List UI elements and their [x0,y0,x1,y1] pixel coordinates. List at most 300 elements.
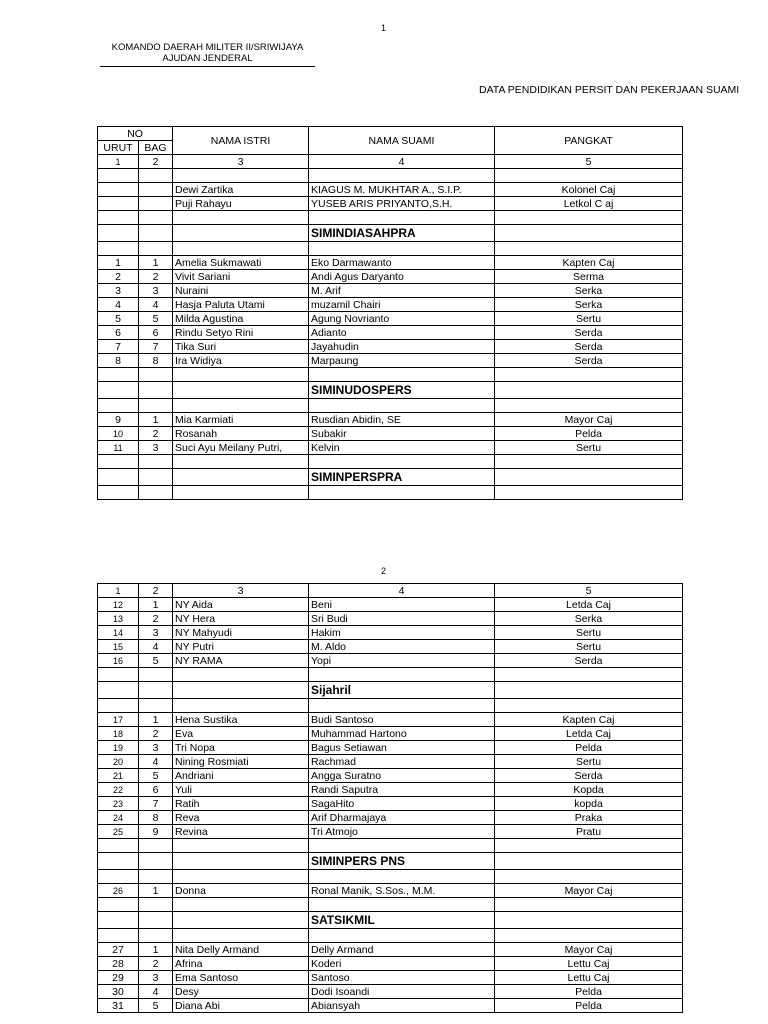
col-number: 3 [173,155,309,169]
empty-cell [495,242,683,256]
cell-urut: 9 [98,413,139,427]
page-number: 2 [381,566,387,576]
cell-nama-istri: Ira Widiya [173,354,309,368]
cell-urut: 8 [98,354,139,368]
col-number: 2 [139,584,173,598]
cell-nama-istri: Hasja Paluta Utami [173,298,309,312]
cell-urut: 15 [98,640,139,654]
col-number: 5 [495,155,683,169]
cell-nama-istri: Ema Santoso [173,971,309,985]
table-row [98,783,683,797]
cell-pangkat: Mayor Caj [495,884,683,898]
cell-pangkat: Letda Caj [495,598,683,612]
cell-urut: 4 [98,298,139,312]
empty-cell [139,699,173,713]
empty-cell [173,382,309,399]
section-row [98,853,683,870]
cell-pangkat: Lettu Caj [495,971,683,985]
table-row [98,999,683,1013]
empty-cell [173,469,309,486]
header-nama-istri: NAMA ISTRI [173,127,309,155]
cell-pangkat: Serka [495,612,683,626]
empty-cell [173,870,309,884]
cell-urut: 18 [98,727,139,741]
empty-cell [309,211,495,225]
empty-cell [495,668,683,682]
empty-cell [139,870,173,884]
empty-cell [495,870,683,884]
section-row [98,682,683,699]
cell-bag: 7 [139,340,173,354]
empty-cell [309,699,495,713]
cell-nama-suami: Agung Novrianto [309,312,495,326]
empty-cell [98,399,139,413]
empty-cell [495,382,683,399]
table-row [98,354,683,368]
cell-urut: 19 [98,741,139,755]
empty-cell [173,839,309,853]
table-row [98,727,683,741]
empty-cell [98,853,139,870]
cell-nama-suami: Sri Budi [309,612,495,626]
cell-nama-istri: Milda Agustina [173,312,309,326]
cell-nama-istri: NY Aida [173,598,309,612]
page-number: 1 [381,23,387,33]
cell-bag: 5 [139,312,173,326]
cell-urut: 2 [98,270,139,284]
cell-nama-suami: M. Aldo [309,640,495,654]
table-row [98,985,683,999]
cell-pangkat: kopda [495,797,683,811]
blank-row [98,211,683,225]
cell-urut: 28 [98,957,139,971]
cell-nama-istri: Puji Rahayu [173,197,309,211]
cell-nama-istri: Nining Rosmiati [173,755,309,769]
empty-cell [173,912,309,929]
empty-cell [139,368,173,382]
cell-bag: 3 [139,741,173,755]
empty-cell [139,455,173,469]
empty-cell [495,225,683,242]
cell-nama-suami: Rusdian Abidin, SE [309,413,495,427]
cell-pangkat: Sertu [495,312,683,326]
cell-nama-istri: Hena Sustika [173,713,309,727]
document-title: DATA PENDIDIKAN PERSIT DAN PEKERJAAN SUAMI [479,84,740,96]
cell-nama-suami: Beni [309,598,495,612]
cell-bag: 3 [139,441,173,455]
cell-nama-suami: Rachmad [309,755,495,769]
cell-pangkat: Serda [495,340,683,354]
cell-nama-suami: Randi Saputra [309,783,495,797]
table-row [98,413,683,427]
section-title: SIMINDIASAHPRA [309,225,495,242]
header-urut: URUT [98,141,139,155]
cell-nama-suami: Hakim [309,626,495,640]
empty-cell [98,455,139,469]
cell-urut: 22 [98,783,139,797]
section-title: SATSIKMIL [309,912,495,929]
cell-urut: 10 [98,427,139,441]
cell-nama-suami: Kelvin [309,441,495,455]
header-bag: BAG [139,141,173,155]
table-row [98,441,683,455]
cell-nama-suami: Dodi Isoandi [309,985,495,999]
cell-urut: 12 [98,598,139,612]
cell-pangkat: Mayor Caj [495,413,683,427]
empty-cell [139,853,173,870]
empty-cell [173,699,309,713]
empty-cell [309,870,495,884]
cell-pangkat: Serda [495,326,683,340]
blank-row [98,169,683,183]
empty-cell [309,929,495,943]
empty-cell [98,912,139,929]
cell-nama-suami: Subakir [309,427,495,441]
org-department: AJUDAN JENDERAL [162,53,253,64]
table-row [98,312,683,326]
empty-cell [139,399,173,413]
empty-cell [139,682,173,699]
empty-cell [495,469,683,486]
empty-cell [98,668,139,682]
cell-urut: 25 [98,825,139,839]
empty-cell [98,169,139,183]
empty-cell [173,486,309,500]
blank-row [98,839,683,853]
empty-cell [98,682,139,699]
cell-nama-suami: Bagus Setiawan [309,741,495,755]
empty-cell [139,469,173,486]
cell-pangkat: Serda [495,654,683,668]
table-row [98,943,683,957]
empty-cell [139,929,173,943]
table-row [98,640,683,654]
empty-cell [98,929,139,943]
cell-nama-suami: Muhammad Hartono [309,727,495,741]
cell-bag: 4 [139,985,173,999]
cell-pangkat: Serka [495,298,683,312]
cell-urut: 11 [98,441,139,455]
cell-bag: 1 [139,413,173,427]
empty-cell [98,211,139,225]
cell-pangkat: Serka [495,284,683,298]
cell-pangkat: Lettu Caj [495,957,683,971]
org-name: KOMANDO DAERAH MILITER II/SRIWIJAYA [111,42,304,53]
cell-urut: 31 [98,999,139,1013]
table-row [98,326,683,340]
table-row [98,957,683,971]
cell-pangkat: Mayor Caj [495,943,683,957]
table-row [98,654,683,668]
cell-pangkat: Sertu [495,755,683,769]
table-row [98,825,683,839]
cell-nama-suami: Andi Agus Daryanto [309,270,495,284]
empty-cell [309,455,495,469]
cell-bag: 8 [139,354,173,368]
table-row [98,755,683,769]
blank-row [98,929,683,943]
table-row [98,270,683,284]
header-pangkat: PANGKAT [495,127,683,155]
empty-cell [173,225,309,242]
data-table-page-1 [97,126,683,500]
empty-cell [139,668,173,682]
cell-nama-istri: Donna [173,884,309,898]
cell-bag: 2 [139,270,173,284]
cell-bag: 7 [139,797,173,811]
col-number: 2 [139,155,173,169]
cell-nama-istri: Ratih [173,797,309,811]
empty-cell [495,486,683,500]
cell-pangkat: Serda [495,354,683,368]
empty-cell [309,486,495,500]
cell-nama-istri: Rosanah [173,427,309,441]
cell-nama-suami: M. Arif [309,284,495,298]
section-row [98,912,683,929]
cell-bag: 9 [139,825,173,839]
cell-bag: 6 [139,783,173,797]
table-row [98,256,683,270]
cell-pangkat: Serda [495,769,683,783]
cell-urut [98,197,139,211]
empty-cell [98,368,139,382]
table-row [98,197,683,211]
empty-cell [98,242,139,256]
cell-nama-istri: NY RAMA [173,654,309,668]
empty-cell [173,853,309,870]
cell-nama-suami: SagaHito [309,797,495,811]
cell-pangkat: Pelda [495,985,683,999]
table-row [98,713,683,727]
table-row [98,612,683,626]
cell-bag: 5 [139,769,173,783]
column-number-row [98,584,683,598]
blank-row [98,870,683,884]
cell-urut: 23 [98,797,139,811]
cell-nama-suami: Jayahudin [309,340,495,354]
empty-cell [173,898,309,912]
empty-cell [495,912,683,929]
table-row [98,340,683,354]
cell-pangkat: Pelda [495,741,683,755]
cell-bag: 1 [139,884,173,898]
cell-nama-istri: Rindu Setyo Rini [173,326,309,340]
empty-cell [139,382,173,399]
empty-cell [495,169,683,183]
cell-pangkat: Sertu [495,640,683,654]
cell-pangkat: Pratu [495,825,683,839]
cell-pangkat: Letkol C aj [495,197,683,211]
cell-pangkat: Letda Caj [495,727,683,741]
cell-pangkat: Pelda [495,427,683,441]
cell-urut: 17 [98,713,139,727]
empty-cell [173,169,309,183]
cell-bag: 2 [139,727,173,741]
empty-cell [98,839,139,853]
empty-cell [173,211,309,225]
empty-cell [309,399,495,413]
blank-row [98,399,683,413]
cell-nama-suami: muzamil Chairi [309,298,495,312]
cell-nama-istri: Revina [173,825,309,839]
cell-nama-suami: Marpaung [309,354,495,368]
cell-nama-istri: Amelia Sukmawati [173,256,309,270]
blank-row [98,898,683,912]
empty-cell [98,469,139,486]
cell-bag: 5 [139,999,173,1013]
cell-urut: 5 [98,312,139,326]
cell-urut: 6 [98,326,139,340]
table-row [98,769,683,783]
empty-cell [139,211,173,225]
empty-cell [173,668,309,682]
cell-urut: 14 [98,626,139,640]
cell-nama-istri: Diana Abi [173,999,309,1013]
table-row [98,797,683,811]
col-number: 3 [173,584,309,598]
cell-nama-suami: KIAGUS M. MUKHTAR A., S.I.P. [309,183,495,197]
cell-urut: 13 [98,612,139,626]
cell-urut: 1 [98,256,139,270]
col-number: 4 [309,584,495,598]
blank-row [98,368,683,382]
cell-bag: 2 [139,612,173,626]
empty-cell [495,368,683,382]
cell-nama-suami: Santoso [309,971,495,985]
cell-bag: 4 [139,640,173,654]
cell-nama-istri: Mia Karmiati [173,413,309,427]
cell-urut: 20 [98,755,139,769]
header-row [98,127,683,141]
table-row [98,884,683,898]
empty-cell [139,898,173,912]
table-row [98,284,683,298]
cell-nama-istri: Desy [173,985,309,999]
empty-cell [309,668,495,682]
cell-urut [98,183,139,197]
cell-pangkat: Kopda [495,783,683,797]
empty-cell [173,929,309,943]
col-number: 1 [98,584,139,598]
cell-urut: 29 [98,971,139,985]
section-row [98,225,683,242]
cell-nama-istri: Suci Ayu Meilany Putri, [173,441,309,455]
empty-cell [495,929,683,943]
cell-pangkat: Kolonel Caj [495,183,683,197]
cell-bag [139,183,173,197]
blank-row [98,455,683,469]
table-row [98,183,683,197]
cell-nama-istri: Nita Delly Armand [173,943,309,957]
cell-nama-istri: Vivit Sariani [173,270,309,284]
empty-cell [139,225,173,242]
empty-cell [309,368,495,382]
cell-urut: 24 [98,811,139,825]
cell-urut: 27 [98,943,139,957]
empty-cell [98,382,139,399]
table-row [98,598,683,612]
cell-bag: 1 [139,598,173,612]
cell-bag: 2 [139,957,173,971]
cell-nama-suami: Yopi [309,654,495,668]
table-row [98,298,683,312]
cell-nama-suami: Abiansyah [309,999,495,1013]
cell-nama-suami: Adianto [309,326,495,340]
empty-cell [173,455,309,469]
cell-bag: 4 [139,298,173,312]
cell-nama-istri: Tri Nopa [173,741,309,755]
header-nama-suami: NAMA SUAMI [309,127,495,155]
cell-bag: 3 [139,626,173,640]
empty-cell [495,682,683,699]
empty-cell [495,455,683,469]
cell-bag: 3 [139,284,173,298]
section-title: Sijahril [309,682,495,699]
table-row [98,427,683,441]
empty-cell [98,699,139,713]
section-title: SIMINPERS PNS [309,853,495,870]
blank-row [98,242,683,256]
empty-cell [495,699,683,713]
empty-cell [309,839,495,853]
empty-cell [495,898,683,912]
empty-cell [139,912,173,929]
empty-cell [495,399,683,413]
cell-nama-suami: Delly Armand [309,943,495,957]
empty-cell [98,898,139,912]
cell-nama-suami: Tri Atmojo [309,825,495,839]
organization-header [100,42,315,67]
cell-bag: 5 [139,654,173,668]
cell-bag: 2 [139,427,173,441]
table-row [98,811,683,825]
empty-cell [139,242,173,256]
empty-cell [98,870,139,884]
cell-nama-istri: Reva [173,811,309,825]
cell-nama-suami: Arif Dharmajaya [309,811,495,825]
cell-urut: 21 [98,769,139,783]
empty-cell [173,368,309,382]
cell-nama-istri: Tika Suri [173,340,309,354]
cell-pangkat: Sertu [495,441,683,455]
cell-pangkat: Pelda [495,999,683,1013]
cell-pangkat: Serma [495,270,683,284]
cell-pangkat: Sertu [495,626,683,640]
cell-urut: 26 [98,884,139,898]
empty-cell [309,242,495,256]
empty-cell [98,486,139,500]
table-row [98,971,683,985]
empty-cell [139,486,173,500]
cell-nama-istri: Andriani [173,769,309,783]
cell-nama-istri: Yuli [173,783,309,797]
cell-bag: 3 [139,971,173,985]
empty-cell [495,839,683,853]
cell-bag: 6 [139,326,173,340]
cell-nama-suami: Budi Santoso [309,713,495,727]
cell-bag [139,197,173,211]
cell-bag: 1 [139,943,173,957]
cell-urut: 7 [98,340,139,354]
cell-nama-istri: Dewi Zartika [173,183,309,197]
section-title: SIMINPERSPRA [309,469,495,486]
empty-cell [139,169,173,183]
cell-nama-istri: Afrina [173,957,309,971]
col-number: 1 [98,155,139,169]
cell-nama-suami: Koderi [309,957,495,971]
cell-bag: 8 [139,811,173,825]
section-row [98,382,683,399]
